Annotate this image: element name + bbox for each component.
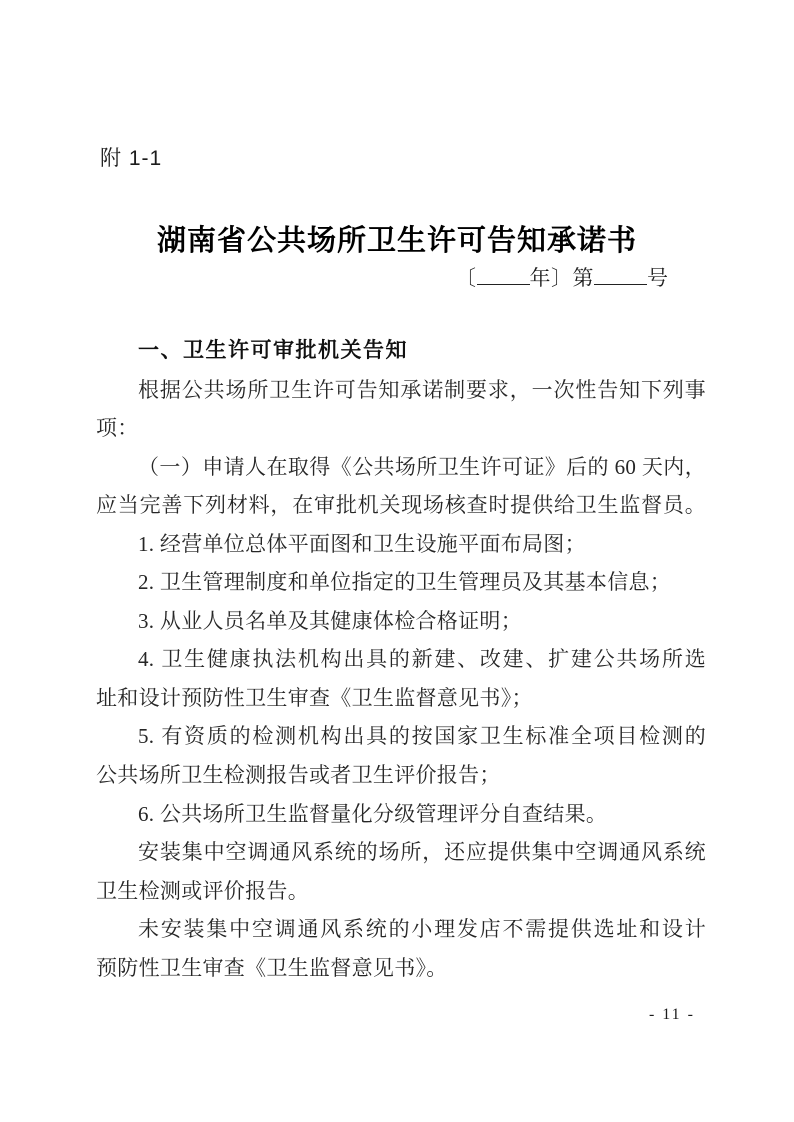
body-line: 址和设计预防性卫生审查《卫生监督意见书》； bbox=[96, 685, 533, 710]
doc-number-year-label: 年〕第 bbox=[529, 266, 594, 290]
body-line: （一）申请人在取得《公共场所卫生许可证》后的 60 天内， bbox=[138, 454, 706, 479]
body-line: 卫生检测或评价报告。 bbox=[96, 878, 309, 903]
body-line: 1. 经营单位总体平面图和卫生设施平面布局图； bbox=[138, 531, 586, 556]
body-line: 6. 公共场所卫生监督量化分级管理评分自查结果。 bbox=[138, 801, 608, 826]
body-line: 公共场所卫生检测报告或者卫生评价报告； bbox=[96, 763, 501, 788]
year-blank-underline bbox=[477, 263, 530, 285]
body-line: 项： bbox=[96, 416, 139, 441]
body-line: 4. 卫生健康执法机构出具的新建、改建、扩建公共场所选 bbox=[138, 647, 706, 672]
body-line: 应当完善下列材料，在审批机关现场核查时提供给卫生监督员。 bbox=[96, 493, 706, 518]
section-heading: 一、卫生许可审批机关告知 bbox=[138, 339, 408, 362]
serial-blank-underline bbox=[594, 263, 647, 285]
page-number: - 11 - bbox=[648, 1006, 695, 1023]
body-line: 根据公共场所卫生许可告知承诺制要求，一次性告知下列事 bbox=[138, 377, 706, 402]
doc-number-open-bracket: 〔 bbox=[455, 266, 477, 290]
body-line: 5. 有资质的检测机构出具的按国家卫生标准全项目检测的 bbox=[138, 724, 706, 749]
body-line: 3. 从业人员名单及其健康体检合格证明； bbox=[138, 608, 522, 633]
body-line: 预防性卫生审查《卫生监督意见书》。 bbox=[96, 955, 448, 980]
document-title: 湖南省公共场所卫生许可告知承诺书 bbox=[156, 225, 637, 257]
body-line: 未安装集中空调通风系统的小理发店不需提供选址和设计 bbox=[138, 917, 706, 942]
body-line: 安装集中空调通风系统的场所，还应提供集中空调通风系统 bbox=[138, 840, 706, 865]
doc-number bbox=[455, 262, 669, 292]
body-line: 2. 卫生管理制度和单位指定的卫生管理员及其基本信息； bbox=[138, 570, 672, 595]
doc-number-suffix: 号 bbox=[647, 266, 669, 290]
attachment-label: 附 1-1 bbox=[100, 147, 163, 170]
body-text bbox=[96, 332, 706, 987]
